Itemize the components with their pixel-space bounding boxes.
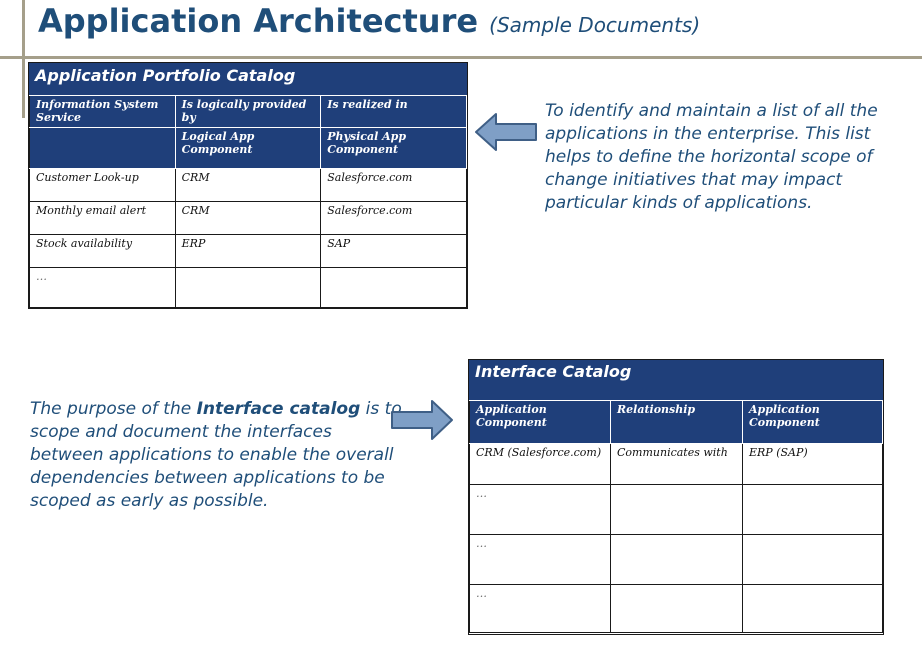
table-cell: [611, 585, 743, 633]
table-row: [470, 444, 883, 485]
portfolio-subheader-cell: Logical App Component: [175, 128, 321, 169]
slide-title: [38, 2, 700, 40]
portfolio-header-row: [30, 96, 467, 128]
interface-col-header: Application Component: [470, 401, 611, 444]
table-cell: [743, 535, 883, 585]
table-cell: [611, 535, 743, 585]
title-accent-vertical-bar: [22, 0, 25, 118]
table-cell: Communicates with: [611, 444, 743, 485]
interface-col-header: Relationship: [611, 401, 743, 444]
portfolio-catalog-title: Application Portfolio Catalog: [29, 63, 467, 95]
portfolio-subheader-cell: [30, 128, 176, 169]
portfolio-col-header: Is realized in: [321, 96, 467, 128]
slide-title-subtitle: (Sample Documents): [489, 13, 701, 37]
interface-catalog-grid: [469, 400, 883, 633]
slide-title-main: Application Architecture: [38, 2, 479, 40]
table-row: [30, 235, 467, 268]
title-divider-line: [0, 56, 922, 59]
table-cell: [321, 268, 467, 308]
table-cell: Stock availability: [30, 235, 176, 268]
table-cell: CRM (Salesforce.com): [470, 444, 611, 485]
table-cell: Salesforce.com: [321, 169, 467, 202]
table-row: [470, 485, 883, 535]
portfolio-col-header: Is logically provided by: [175, 96, 321, 128]
table-row: [470, 535, 883, 585]
interface-catalog-table: [468, 359, 884, 635]
interface-description-post: is to scope and document the interfaces between applications to enable the overall dependencies between applications to be scoped as early as possible.: [30, 399, 402, 511]
table-cell: ERP: [175, 235, 321, 268]
table-cell: [743, 585, 883, 633]
portfolio-catalog-grid: [29, 95, 467, 308]
table-cell: [611, 485, 743, 535]
table-cell: Salesforce.com: [321, 202, 467, 235]
table-cell: …: [470, 485, 611, 535]
table-cell: CRM: [175, 202, 321, 235]
table-cell: SAP: [321, 235, 467, 268]
portfolio-description: To identify and maintain a list of all the applications in the enterprise. This list helps to define the horizontal scope of change initiatives that may impact particular kinds of applications.: [545, 101, 878, 213]
table-cell: ERP (SAP): [743, 444, 883, 485]
table-cell: …: [470, 535, 611, 585]
table-cell: CRM: [175, 169, 321, 202]
interface-catalog-title: Interface Catalog: [469, 360, 883, 400]
interface-description-pre: The purpose of the: [30, 399, 197, 419]
portfolio-subheader-cell: Physical App Component: [321, 128, 467, 169]
portfolio-subheader-row: [30, 128, 467, 169]
left-arrow-icon: [474, 112, 538, 152]
right-arrow-icon: [390, 399, 454, 441]
table-cell: [743, 485, 883, 535]
table-row: [30, 268, 467, 308]
table-row: [470, 585, 883, 633]
interface-header-row: [470, 401, 883, 444]
table-cell: [175, 268, 321, 308]
table-cell: …: [30, 268, 176, 308]
table-cell: Monthly email alert: [30, 202, 176, 235]
interface-description: [30, 398, 402, 513]
table-row: [30, 169, 467, 202]
table-cell: Customer Look-up: [30, 169, 176, 202]
portfolio-col-header: Information System Service: [30, 96, 176, 128]
interface-col-header: Application Component: [743, 401, 883, 444]
table-cell: …: [470, 585, 611, 633]
table-row: [30, 202, 467, 235]
portfolio-catalog-table: [28, 62, 468, 309]
interface-description-bold: Interface catalog: [196, 399, 361, 419]
